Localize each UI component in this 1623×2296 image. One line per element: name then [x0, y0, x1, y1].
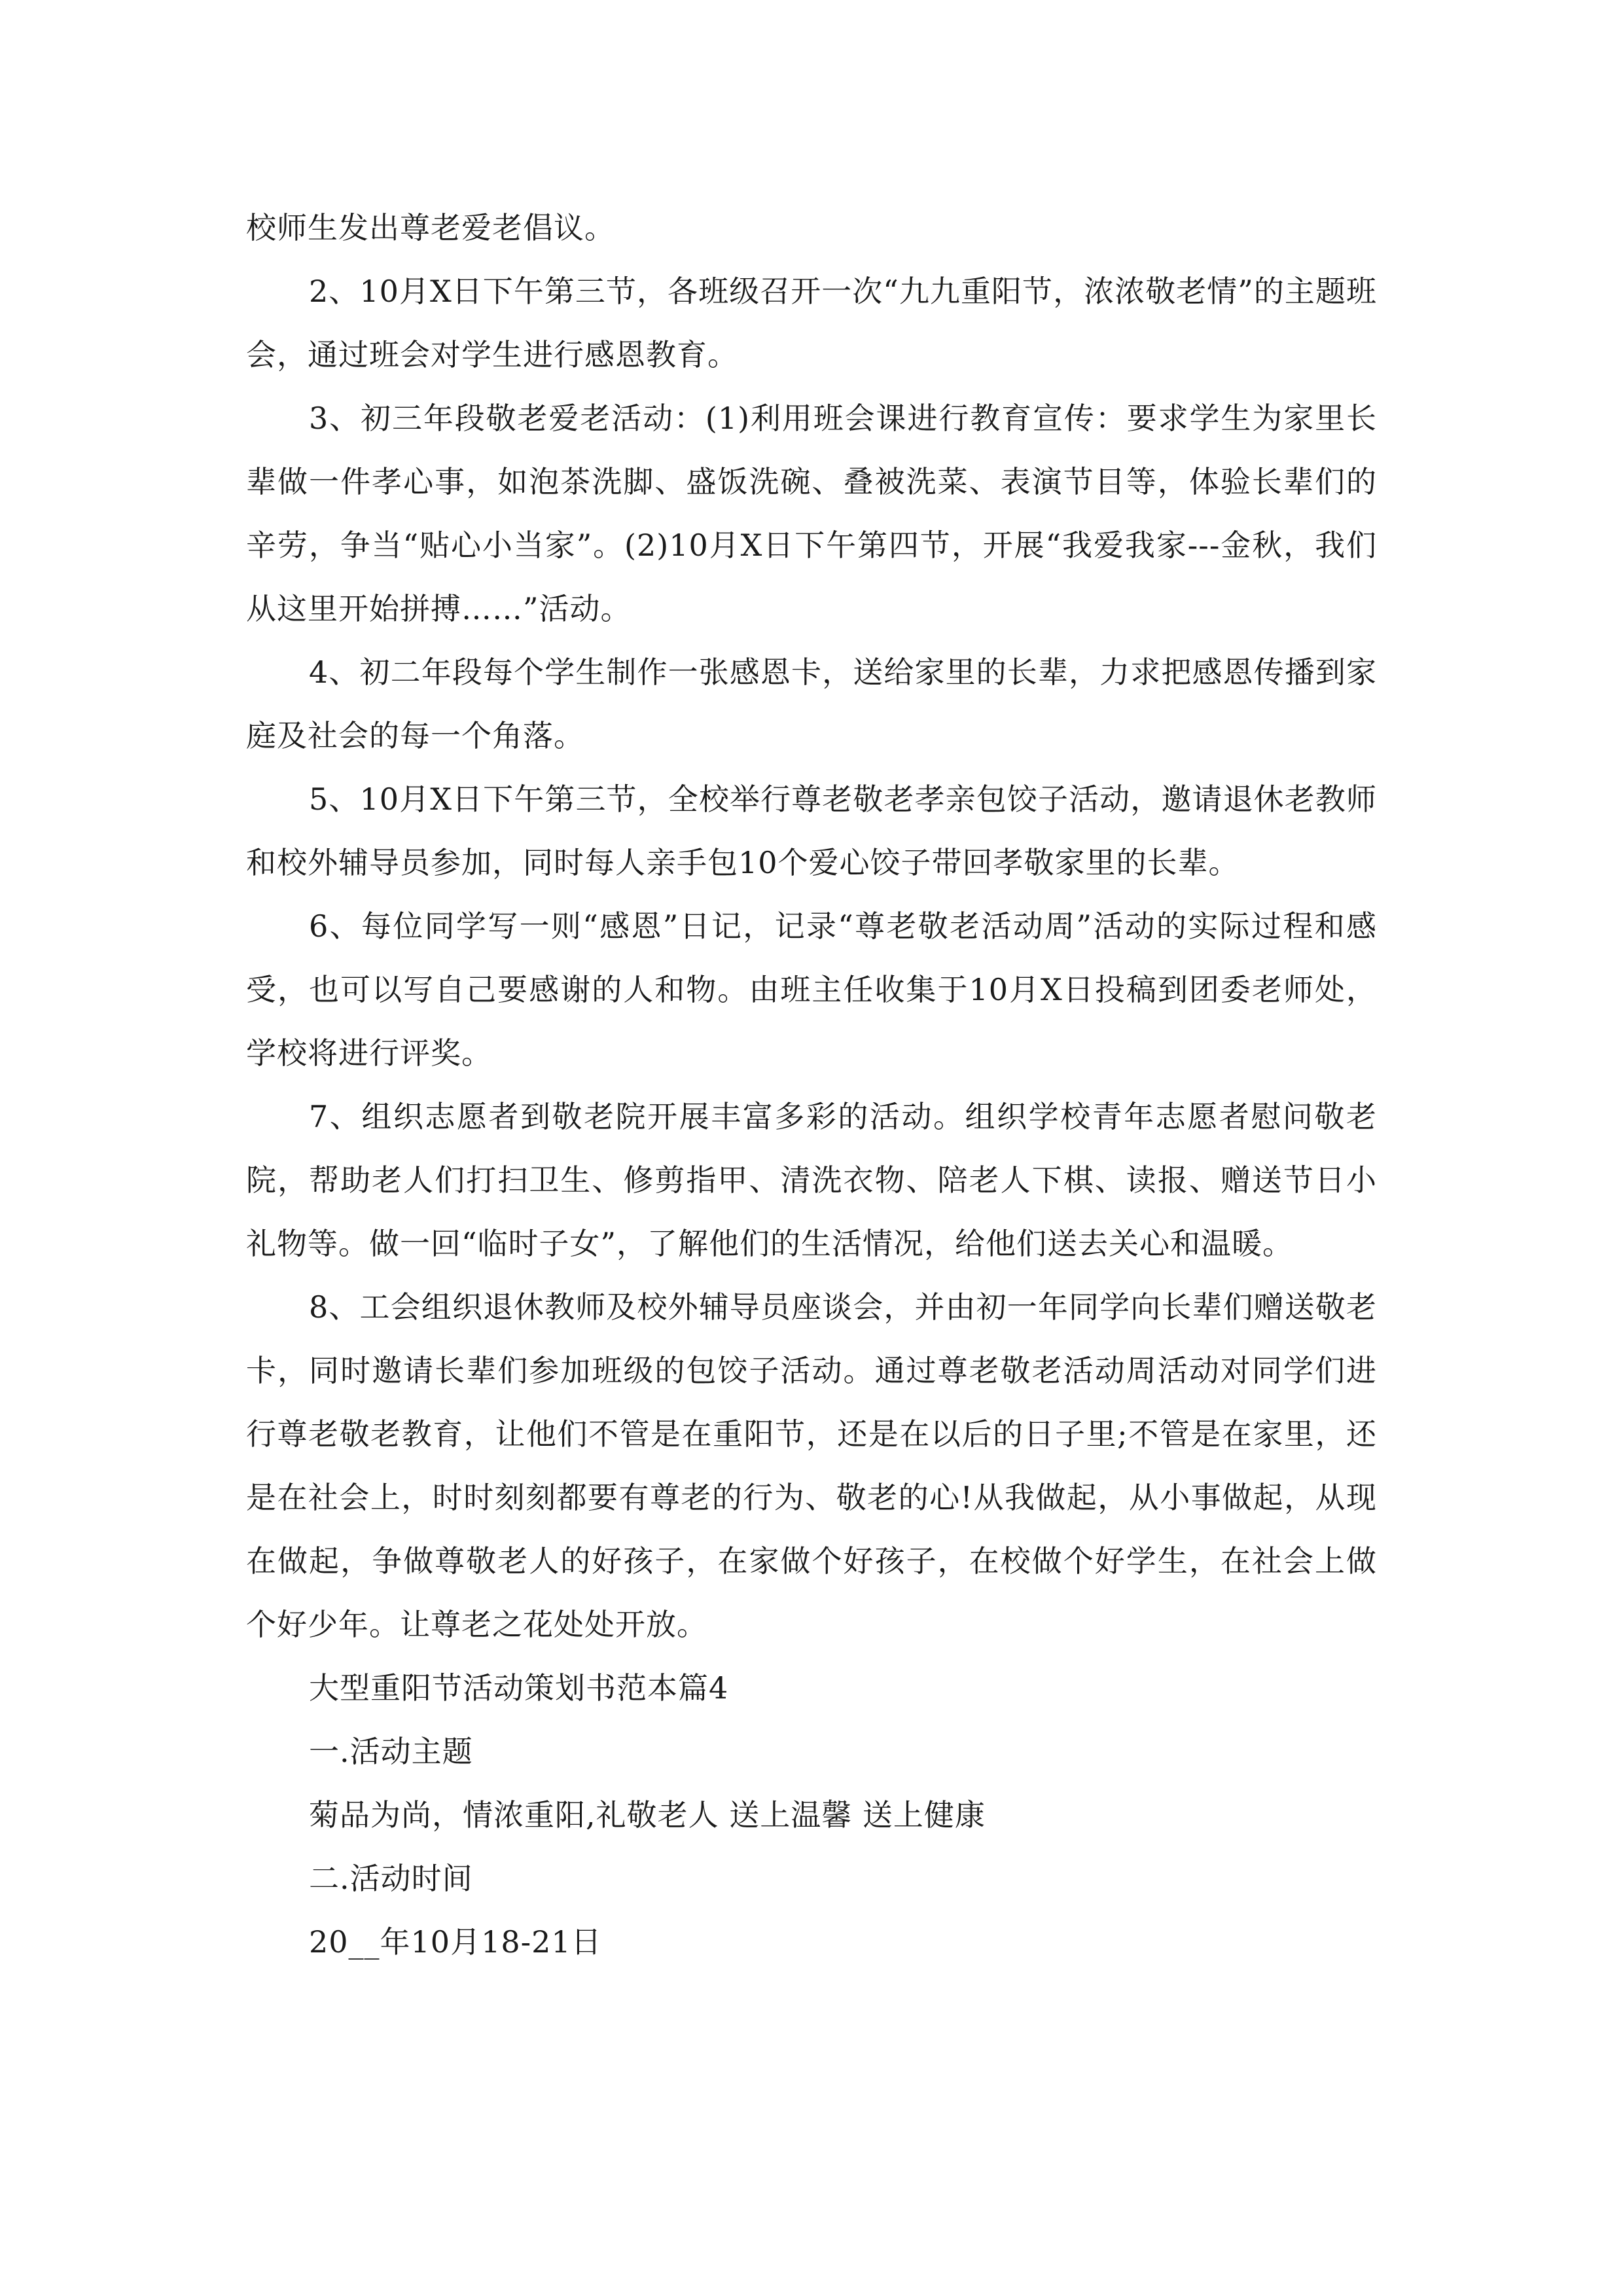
paragraph-item-7: 7、组织志愿者到敬老院开展丰富多彩的活动。组织学校青年志愿者慰问敬老院，帮助老人们打扫卫生、修剪指甲、清洗衣物、陪老人下棋、读报、赠送节日小礼物等。做一回“临时子女”，了解他们的生活情况，给他们送去关心和温暖。 — [246, 1099, 1377, 1261]
activity-time-text: 20__年10月18-21日 — [309, 1924, 602, 1960]
paragraph-item-5: 5、10月X日下午第三节，全校举行尊老敬老孝亲包饺子活动，邀请退休老教师和校外辅导员参加，同时每人亲手包10个爱心饺子带回孝敬家里的长辈。 — [246, 781, 1377, 880]
paragraph-item-6: 6、每位同学写一则“感恩”日记，记录“尊老敬老活动周”活动的实际过程和感受，也可以写自己要感谢的人和物。由班主任收集于10月X日投稿到团委老师处，学校将进行评奖。 — [246, 908, 1377, 1071]
heading-activity-theme: 一.活动主题 — [309, 1734, 473, 1769]
section-title: 大型重阳节活动策划书范本篇4 — [309, 1670, 729, 1706]
paragraph-item-8: 8、工会组织退休教师及校外辅导员座谈会，并由初一年同学向长辈们赠送敬老卡，同时邀请长辈们参加班级的包饺子活动。通过尊老敬老活动周活动对同学们进行尊老敬老教育，让他们不管是在重阳节，还是在以后的日子里;不管是在家里，还是在社会上，时时刻刻都要有尊老的行为、敬老的心!从我做起，从小事做起，从现在做起，争做尊敬老人的好孩子，在家做个好孩子，在校做个好学生，在社会上做个好少年。让尊老之花处处开放。 — [246, 1289, 1377, 1642]
heading-activity-time: 二.活动时间 — [309, 1861, 473, 1896]
document-body — [246, 196, 1377, 1974]
paragraph-continuation: 校师生发出尊老爱老倡议。 — [246, 210, 615, 245]
paragraph-item-2: 2、10月X日下午第三节，各班级召开一次“九九重阳节，浓浓敬老情”的主题班会，通过班会对学生进行感恩教育。 — [246, 274, 1377, 372]
paragraph-item-3: 3、初三年段敬老爱老活动：(1)利用班会课进行教育宣传：要求学生为家里长辈做一件孝心事，如泡茶洗脚、盛饭洗碗、叠被洗菜、表演节目等，体验长辈们的辛劳，争当“贴心小当家”。(2)10月X日下午第四节，开展“我爱我家---金秋，我们从这里开始拼搏……”活动。 — [246, 401, 1377, 626]
activity-theme-text: 菊品为尚，情浓重阳,礼敬老人 送上温馨 送上健康 — [309, 1797, 986, 1833]
paragraph-item-4: 4、初二年段每个学生制作一张感恩卡，送给家里的长辈，力求把感恩传播到家庭及社会的每一个角落。 — [246, 655, 1377, 753]
